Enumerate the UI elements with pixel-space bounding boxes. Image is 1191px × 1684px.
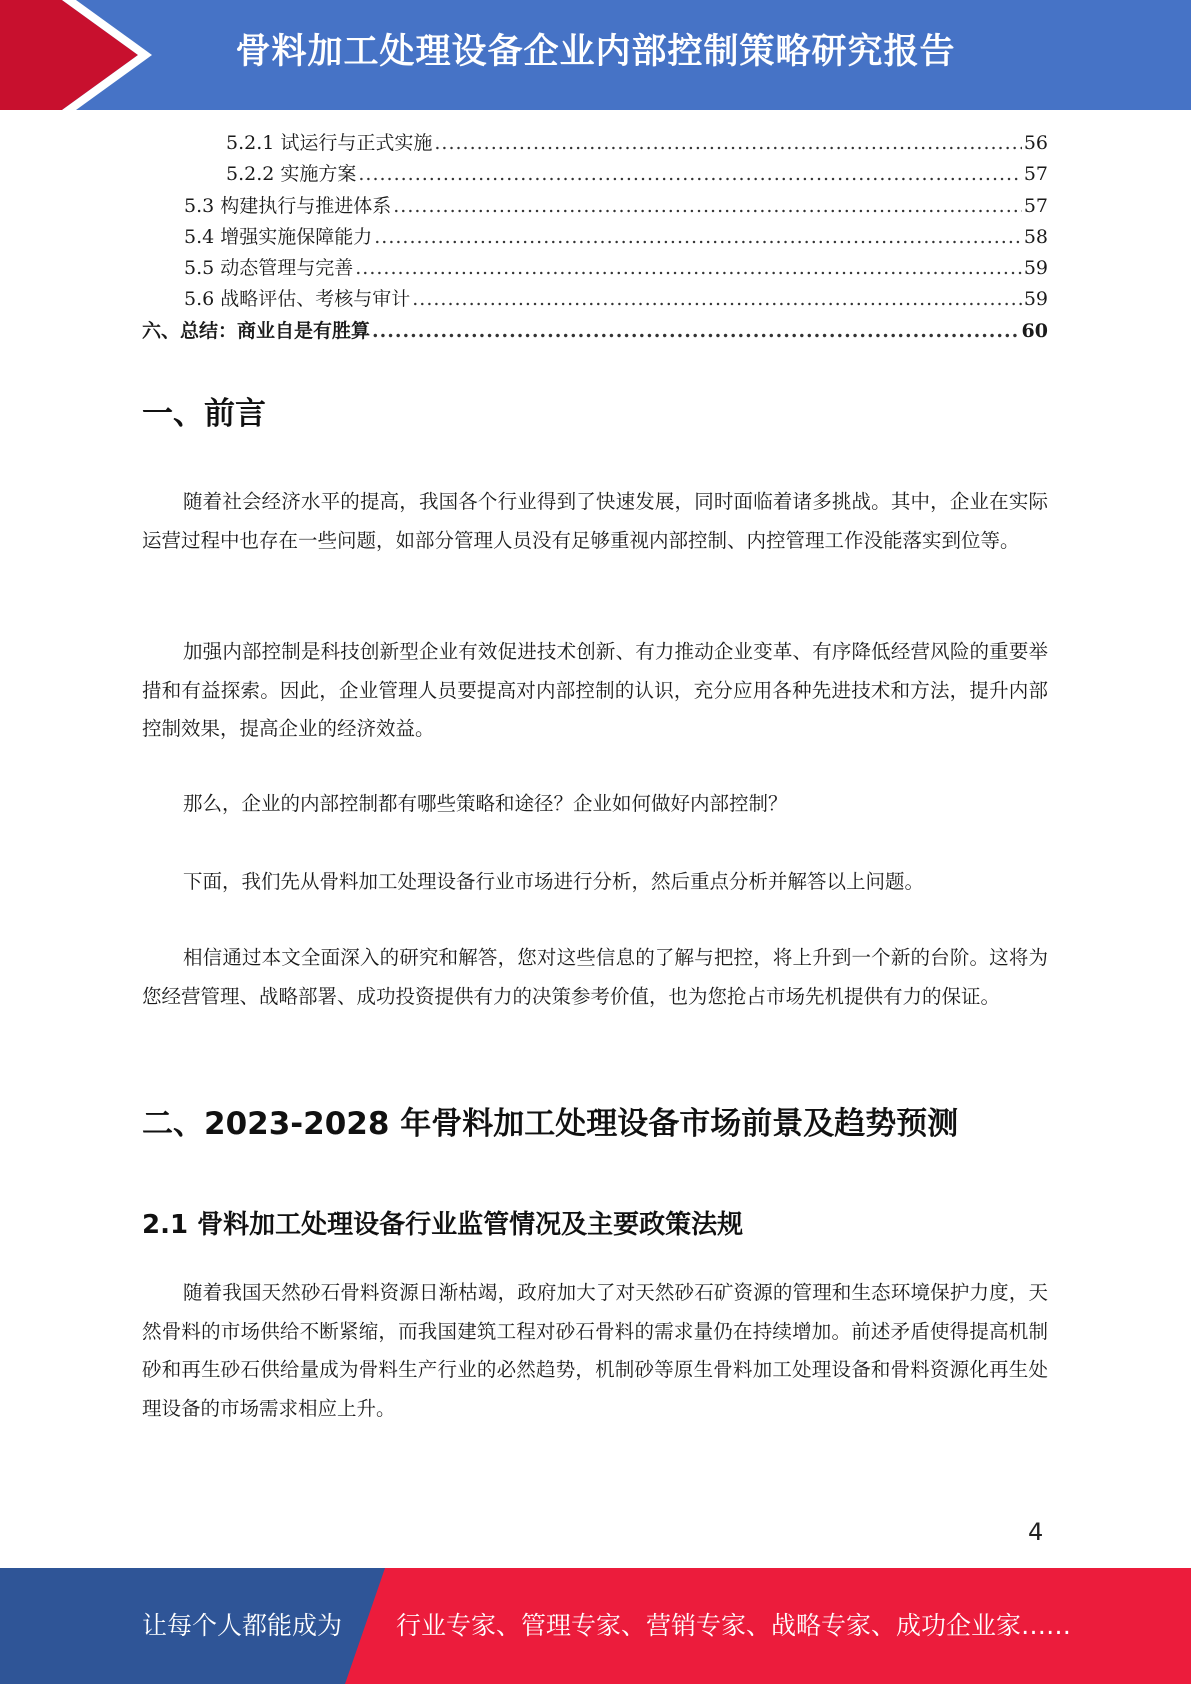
toc-entry-page: 59 — [1023, 288, 1048, 311]
toc-entry-page: 57 — [1023, 163, 1048, 186]
page-number: 4 — [1028, 1518, 1044, 1546]
section-heading-preface: 一、前言 — [142, 396, 266, 432]
toc-leader-dots — [434, 132, 1021, 154]
header-banner — [0, 0, 1191, 110]
toc-entry[interactable] — [142, 191, 1048, 222]
toc-entry[interactable] — [142, 316, 1048, 347]
toc-entry-label: 5.5 动态管理与完善 — [184, 257, 354, 280]
toc-entry[interactable] — [142, 128, 1048, 159]
paragraph: 下面，我们先从骨料加工处理设备行业市场进行分析，然后重点分析并解答以上问题。 — [183, 870, 925, 893]
toc-entry[interactable] — [142, 159, 1048, 190]
toc-leader-dots — [412, 288, 1022, 310]
header-arrow-decoration — [0, 0, 160, 110]
toc-leader-dots — [372, 320, 1020, 342]
toc-entry-label: 5.3 构建执行与推进体系 — [184, 194, 392, 217]
footer-slogan-right: 行业专家、管理专家、营销专家、战略专家、成功企业家…… — [396, 1611, 1072, 1640]
footer-banner — [0, 1568, 1191, 1684]
toc-entry-label: 5.2.1 试运行与正式实施 — [226, 132, 433, 154]
paragraph: 随着社会经济水平的提高，我国各个行业得到了快速发展，同时面临着诸多挑战。其中，企业在实际运营过程中也存在一些问题，如部分管理人员没有足够重视内部控制、内控管理工作没能落实到位等。 — [142, 490, 1048, 552]
report-title: 骨料加工处理设备企业内部控制策略研究报告 — [235, 32, 956, 72]
paragraph: 加强内部控制是科技创新型企业有效促进技术创新、有力推动企业变革、有序降低经营风险的重要举措和有益探索。因此，企业管理人员要提高对内部控制的认识，充分应用各种先进技术和方法，提升内部控制效果，提高企业的经济效益。 — [142, 640, 1048, 740]
paragraph: 那么，企业的内部控制都有哪些策略和途径？企业如何做好内部控制？ — [183, 792, 788, 815]
toc-entry[interactable] — [142, 284, 1048, 315]
section-heading-forecast: 二、2023-2028 年骨料加工处理设备市场前景及趋势预测 — [142, 1106, 959, 1142]
toc-entry-page: 59 — [1023, 257, 1048, 280]
subsection-heading-policy: 2.1 骨料加工处理设备行业监管情况及主要政策法规 — [142, 1210, 744, 1240]
toc-entry-page: 57 — [1023, 194, 1048, 217]
toc-entry[interactable] — [142, 253, 1048, 284]
toc-entry-page: 60 — [1021, 319, 1048, 342]
toc-leader-dots — [374, 226, 1022, 248]
paragraph: 相信通过本文全面深入的研究和解答，您对这些信息的了解与把控，将上升到一个新的台阶。这将为您经营管理、战略部署、成功投资提供有力的决策参考价值，也为您抢占市场先机提供有力的保证。 — [142, 946, 1048, 1008]
paragraph: 随着我国天然砂石骨料资源日渐枯竭，政府加大了对天然砂石矿资源的管理和生态环境保护力度，天然骨料的市场供给不断紧缩，而我国建筑工程对砂石骨料的需求量仍在持续增加。前述矛盾使得提高机制砂和再生砂石供给量成为骨料生产行业的必然趋势，机制砂等原生骨料加工处理设备和骨料资源化再生处理设备的市场需求相应上升。 — [142, 1281, 1048, 1420]
toc-leader-dots — [358, 163, 1021, 185]
toc-entry-label: 5.2.2 实施方案 — [226, 163, 357, 186]
table-of-contents — [142, 128, 1048, 347]
footer-slogan-left: 让每个人都能成为 — [142, 1611, 343, 1640]
toc-entry-label: 5.6 战略评估、考核与审计 — [184, 288, 411, 311]
toc-entry-page: 56 — [1023, 132, 1048, 154]
toc-entry-label: 六、总结：商业自是有胜算 — [142, 319, 371, 342]
toc-leader-dots — [393, 195, 1022, 217]
toc-entry[interactable] — [142, 222, 1048, 253]
toc-leader-dots — [355, 257, 1022, 279]
toc-entry-label: 5.4 增强实施保障能力 — [184, 225, 373, 248]
toc-entry-page: 58 — [1023, 225, 1048, 248]
